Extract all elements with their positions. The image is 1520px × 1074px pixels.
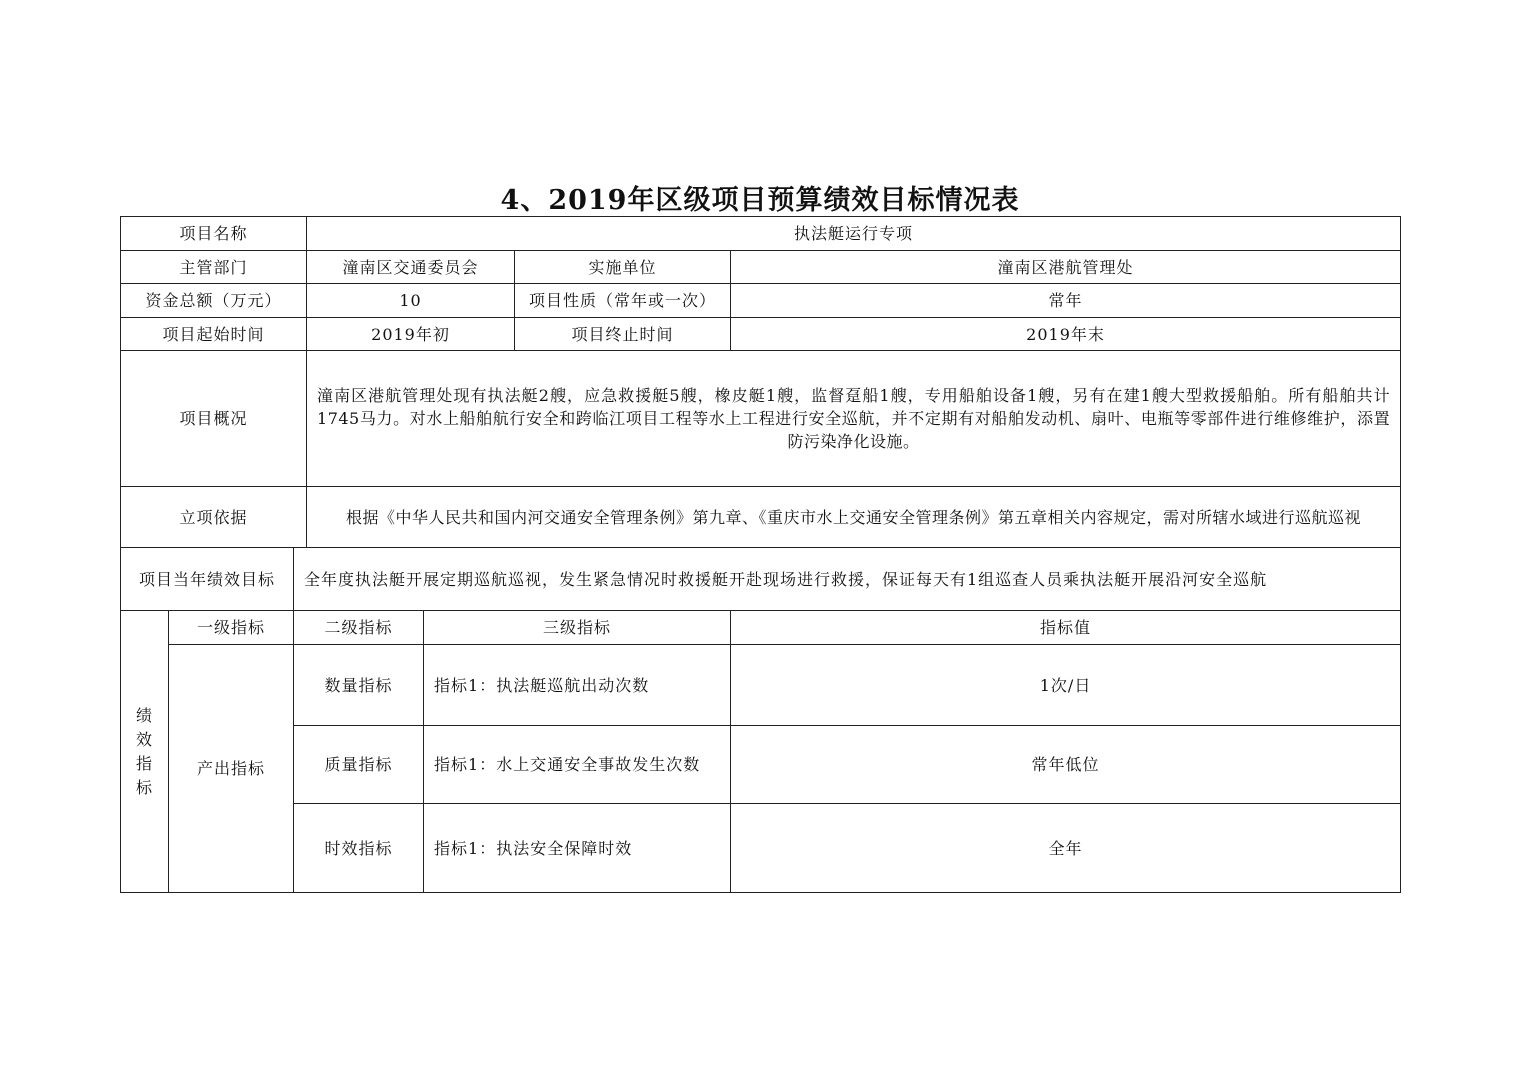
indicator-header-row (121, 611, 1401, 645)
row-overview (121, 351, 1401, 487)
budget-performance-table (120, 216, 1401, 893)
impl-unit-value: 潼南区港航管理处 (731, 251, 1401, 284)
end-label: 项目终止时间 (515, 318, 731, 351)
project-name-value: 执法艇运行专项 (307, 217, 1401, 251)
indicator-level2: 时效指标 (294, 804, 424, 893)
section-char: 效 (135, 729, 153, 749)
goal-label: 项目当年绩效目标 (121, 548, 294, 611)
row-fund (121, 284, 1401, 318)
nature-label: 项目性质（常年或一次） (515, 284, 731, 318)
section-char: 指 (135, 753, 153, 773)
indicator-level2: 质量指标 (294, 726, 424, 804)
overview-text: 潼南区港航管理处现有执法艇2艘，应急救援艇5艘，橡皮艇1艘，监督趸船1艘，专用船舶设备1艘，另有在建1艘大型救援船舶。所有船舶共计1745马力。对水上船舶航行安全和跨临江项目工程等水上工程进行安全巡航，并不定期有对船舶发动机、扇叶、电瓶等零部件进行维修维护，添置防污染净化设施。 (307, 351, 1401, 487)
performance-indicators-section-label (121, 611, 169, 893)
fund-label: 资金总额（万元） (121, 284, 307, 318)
header-level2: 二级指标 (294, 611, 424, 645)
impl-unit-label: 实施单位 (515, 251, 731, 284)
end-value: 2019年末 (731, 318, 1401, 351)
row-basis (121, 487, 1401, 548)
row-goal (121, 548, 1401, 611)
indicator-row (121, 726, 1401, 804)
goal-text: 全年度执法艇开展定期巡航巡视，发生紧急情况时救援艇开赴现场进行救援，保证每天有1组巡查人员乘执法艇开展沿河安全巡航 (294, 548, 1401, 611)
document-title: 4、2019年区级项目预算绩效目标情况表 (500, 185, 1020, 216)
department-value: 潼南区交通委员会 (307, 251, 515, 284)
header-level1: 一级指标 (169, 611, 294, 645)
indicator-level2: 数量指标 (294, 645, 424, 726)
indicator-level3: 指标1：执法艇巡航出动次数 (424, 645, 731, 726)
budget-table-frame (120, 216, 1400, 892)
header-value: 指标值 (731, 611, 1401, 645)
indicator-value: 全年 (731, 804, 1401, 893)
header-level3: 三级指标 (424, 611, 731, 645)
nature-value: 常年 (731, 284, 1401, 318)
indicator-row (121, 645, 1401, 726)
indicator-row (121, 804, 1401, 893)
indicator-level3: 指标1：水上交通安全事故发生次数 (424, 726, 731, 804)
start-value: 2019年初 (307, 318, 515, 351)
row-project-name (121, 217, 1401, 251)
indicator-value: 常年低位 (731, 726, 1401, 804)
indicator-value: 1次/日 (731, 645, 1401, 726)
basis-label: 立项依据 (121, 487, 307, 548)
row-department (121, 251, 1401, 284)
project-name-label: 项目名称 (121, 217, 307, 251)
indicator-level3: 指标1：执法安全保障时效 (424, 804, 731, 893)
start-label: 项目起始时间 (121, 318, 307, 351)
fund-value: 10 (307, 284, 515, 318)
overview-label: 项目概况 (121, 351, 307, 487)
section-char: 绩 (135, 705, 153, 725)
basis-text: 根据《中华人民共和国内河交通安全管理条例》第九章、《重庆市水上交通安全管理条例》第五章相关内容规定，需对所辖水域进行巡航巡视 (307, 487, 1401, 548)
level1-output-indicator: 产出指标 (169, 645, 294, 893)
row-period (121, 318, 1401, 351)
department-label: 主管部门 (121, 251, 307, 284)
section-char: 标 (135, 777, 153, 797)
